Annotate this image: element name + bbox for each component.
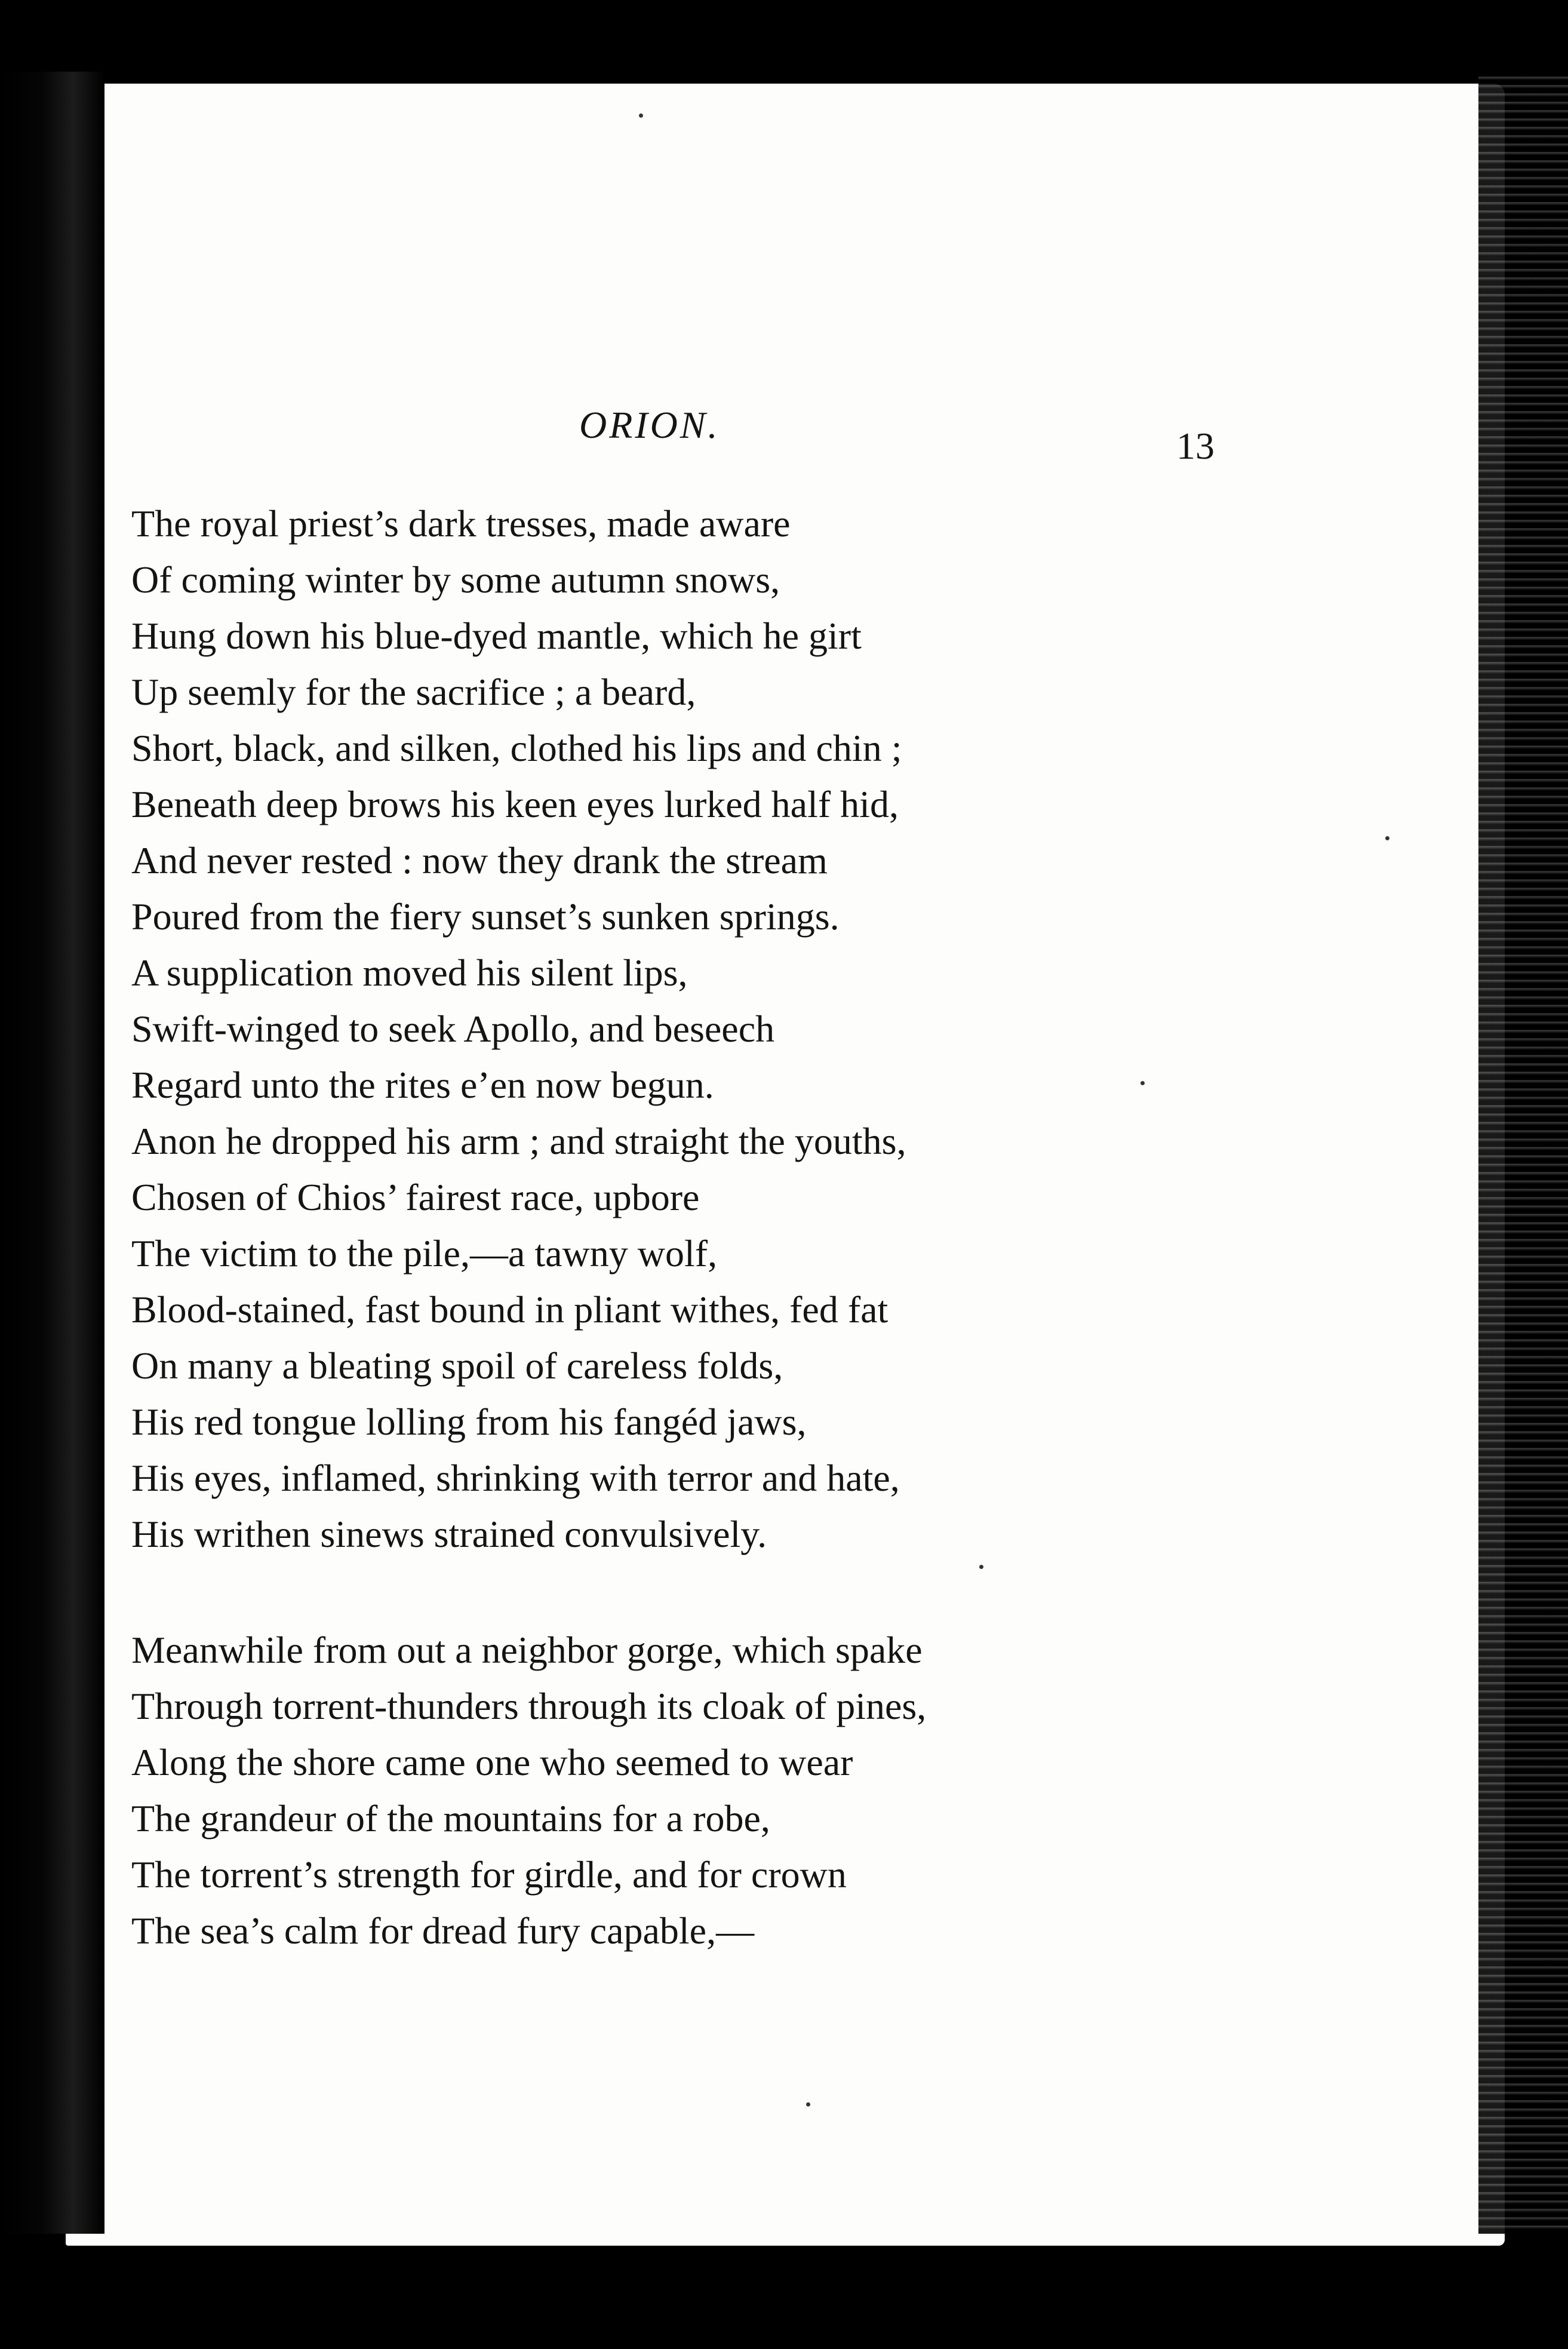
verse-line: Hung down his blue-dyed mantle, which he girt bbox=[131, 615, 862, 657]
print-speck bbox=[1140, 1081, 1145, 1085]
verse-line: Regard unto the rites e’en now begun. bbox=[131, 1064, 714, 1106]
verse-line: Short, black, and silken, clothed his lips and chin ; bbox=[131, 727, 902, 769]
book-spine-shadow bbox=[0, 72, 104, 2234]
verse-line: His red tongue lolling from his fangéd jaws, bbox=[131, 1401, 807, 1443]
verse-line: Blood-stained, fast bound in pliant withes, fed fat bbox=[131, 1288, 888, 1331]
verse-line: The victim to the pile,—a tawny wolf, bbox=[131, 1232, 718, 1275]
verse-line: His writhen sinews strained convulsively. bbox=[131, 1513, 767, 1555]
stanza bbox=[131, 1622, 1326, 1959]
verse-line: Up seemly for the sacrifice ; a beard, bbox=[131, 671, 696, 713]
verse-line: The torrent’s strength for girdle, and for crown bbox=[131, 1853, 847, 1896]
book-page bbox=[66, 84, 1505, 2246]
print-speck bbox=[1385, 836, 1389, 840]
verse-line: Of coming winter by some autumn snows, bbox=[131, 558, 780, 601]
verse-line: Chosen of Chios’ fairest race, upbore bbox=[131, 1176, 700, 1218]
page-edge-noise bbox=[1478, 72, 1568, 2234]
verse-line: And never rested : now they drank the stream bbox=[131, 839, 828, 882]
verse-line: Poured from the fiery sunset’s sunken springs. bbox=[131, 895, 840, 938]
print-speck bbox=[979, 1565, 983, 1569]
verse-line: The grandeur of the mountains for a robe, bbox=[131, 1797, 770, 1840]
verse-line: The sea’s calm for dread fury capable,— bbox=[131, 1909, 755, 1952]
stanza bbox=[131, 496, 1326, 1562]
verse-line: Meanwhile from out a neighbor gorge, which spake bbox=[131, 1629, 923, 1671]
verse-line: A supplication moved his silent lips, bbox=[131, 951, 688, 994]
poem-text bbox=[131, 496, 1326, 2019]
verse-line: Through torrent-thunders through its cloak of pines, bbox=[131, 1685, 927, 1727]
verse-line: On many a bleating spoil of careless folds, bbox=[131, 1344, 783, 1387]
print-speck bbox=[639, 113, 643, 118]
verse-line: Beneath deep brows his keen eyes lurked half hid, bbox=[131, 783, 899, 825]
verse-line: The royal priest’s dark tresses, made aware bbox=[131, 502, 791, 545]
verse-line: Along the shore came one who seemed to wear bbox=[131, 1741, 853, 1783]
print-speck bbox=[806, 2102, 810, 2107]
verse-line: Swift-winged to seek Apollo, and beseech bbox=[131, 1008, 775, 1050]
verse-line: His eyes, inflamed, shrinking with terror and hate, bbox=[131, 1457, 900, 1499]
verse-line: Anon he dropped his arm ; and straight the youths, bbox=[131, 1120, 906, 1162]
page-number: 13 bbox=[1176, 425, 1215, 467]
running-head: ORION. bbox=[579, 404, 720, 446]
